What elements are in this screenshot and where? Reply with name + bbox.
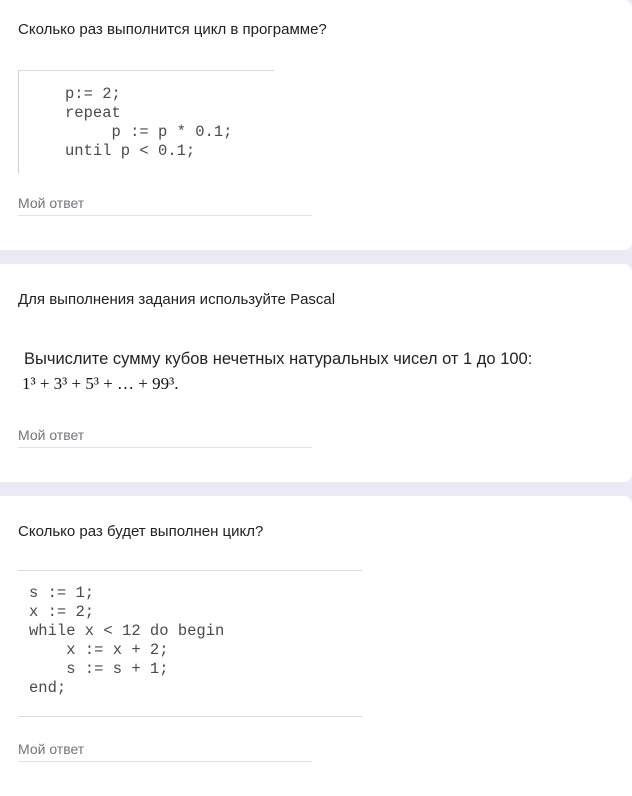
answer-input[interactable]: Мой ответ	[18, 422, 312, 448]
code-line: x := x + 2;	[29, 641, 169, 659]
answer-input[interactable]: Мой ответ	[18, 190, 312, 216]
code-line: end;	[29, 679, 67, 697]
code-image-top-rule	[18, 70, 274, 71]
question-title: Сколько раз выполнится цикл в программе?	[18, 21, 327, 38]
question-card-3	[0, 496, 632, 796]
code-line: s := 1;	[29, 584, 95, 602]
code-line: until p < 0.1;	[65, 142, 196, 160]
code-image	[18, 570, 362, 718]
task-image	[18, 346, 578, 396]
code-image-bottom-rule	[18, 716, 362, 717]
code-line: p:= 2;	[65, 85, 121, 103]
math-expression: 1³ + 3³ + 5³ + … + 99³.	[22, 374, 179, 393]
question-title: Сколько раз будет выполнен цикл?	[18, 523, 264, 540]
code-line: repeat	[65, 104, 121, 122]
question-card-1	[0, 0, 632, 250]
code-line: while x < 12 do begin	[29, 622, 225, 640]
code-line: s := s + 1;	[29, 660, 169, 678]
code-line: p := p * 0.1;	[65, 123, 233, 141]
code-image-left-rule	[18, 70, 19, 174]
question-card-2	[0, 264, 632, 482]
question-title: Для выполнения задания используйте Pascal	[18, 291, 336, 308]
code-line: x := 2;	[29, 603, 95, 621]
code-image	[18, 70, 274, 174]
answer-input[interactable]: Мой ответ	[18, 736, 312, 762]
task-text: Вычислите сумму кубов нечетных натуральных чисел от 1 до 100:	[24, 350, 533, 368]
code-image-top-rule	[18, 570, 362, 571]
